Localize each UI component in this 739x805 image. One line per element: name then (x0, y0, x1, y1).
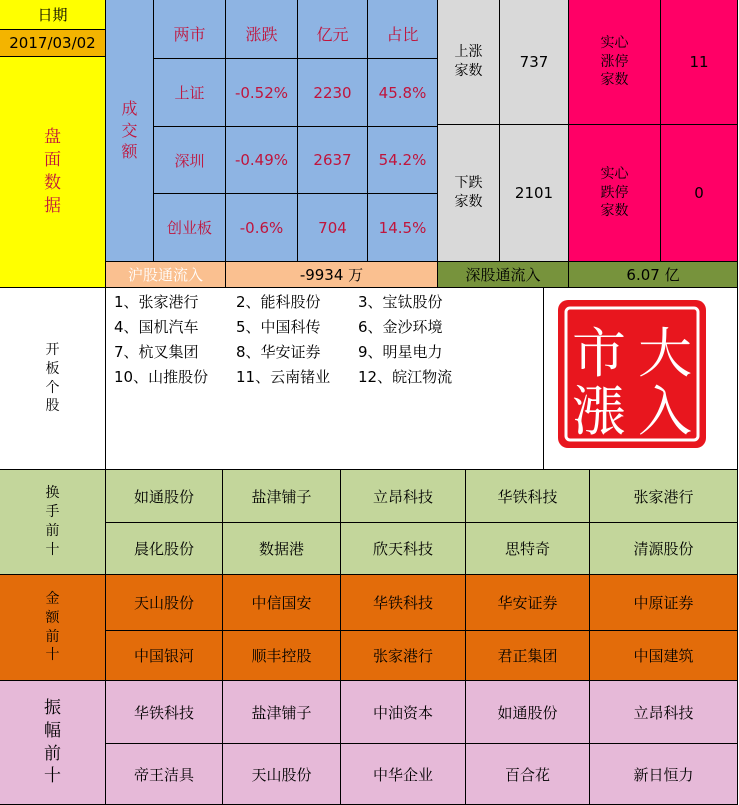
row-sz-market: 深圳 (154, 127, 226, 194)
stock-cell: 张家港行 (341, 631, 466, 681)
date-value: 2017/03/02 (0, 30, 106, 57)
stock-cell: 顺丰控股 (223, 631, 341, 681)
row-gem-amount: 704 (298, 194, 368, 262)
header-share: 占比 (368, 0, 438, 59)
seal-char: 大 (638, 322, 692, 385)
stock-cell: 中油资本 (341, 681, 466, 744)
list-item: 1、张家港行 (114, 293, 199, 311)
row-sz-share: 54.2% (368, 127, 438, 194)
amplitude-top10-label: 振 幅 前 十 (0, 681, 106, 805)
stock-cell: 中国银河 (106, 631, 223, 681)
list-row (114, 290, 544, 315)
stock-cell: 中原证券 (590, 575, 738, 631)
limit-up-label: 实心 涨停 家数 (569, 0, 661, 125)
amount-top10-label: 金 额 前 十 (0, 575, 106, 681)
list-item: 7、杭叉集团 (114, 343, 199, 361)
sh-connect-label: 沪股通流入 (106, 262, 226, 288)
list-item: 9、明星电力 (358, 343, 443, 361)
seal-char: 市 (572, 322, 626, 385)
list-item: 4、国机汽车 (114, 318, 199, 336)
stock-cell: 如通股份 (466, 681, 590, 744)
row-sh-market: 上证 (154, 59, 226, 127)
down-count: 2101 (500, 125, 569, 262)
down-count-label: 下跌 家数 (438, 125, 500, 262)
list-row (114, 365, 544, 390)
list-item: 12、皖江物流 (358, 368, 453, 386)
stock-cell: 帝王洁具 (106, 744, 223, 805)
up-count: 737 (500, 0, 569, 125)
row-sh-share: 45.8% (368, 59, 438, 127)
stock-cell: 百合花 (466, 744, 590, 805)
stock-cell: 新日恒力 (590, 744, 738, 805)
sz-connect-value: 6.07 亿 (569, 262, 738, 288)
stock-cell: 华铁科技 (106, 681, 223, 744)
open-board-label: 开 板 个 股 (0, 288, 106, 470)
stock-cell: 晨化股份 (106, 523, 223, 575)
row-gem-market: 创业板 (154, 194, 226, 262)
row-gem-share: 14.5% (368, 194, 438, 262)
list-item: 2、能科股份 (236, 293, 321, 311)
header-change: 涨跌 (226, 0, 298, 59)
list-item: 5、中国科传 (236, 318, 321, 336)
stock-cell: 华铁科技 (466, 470, 590, 523)
seal-char: 入 (638, 380, 692, 443)
limit-up-count: 11 (661, 0, 738, 125)
row-sh-change: -0.52% (226, 59, 298, 127)
header-amount: 亿元 (298, 0, 368, 59)
list-item: 3、宝钛股份 (358, 293, 443, 311)
stock-cell: 中信国安 (223, 575, 341, 631)
open-board-list (114, 290, 544, 390)
stock-cell: 天山股份 (106, 575, 223, 631)
date-label: 日期 (0, 0, 106, 30)
stock-cell: 中国建筑 (590, 631, 738, 681)
list-row (114, 340, 544, 365)
row-gem-change: -0.6% (226, 194, 298, 262)
turnover-label: 成 交 额 (106, 0, 154, 262)
sz-connect-label: 深股通流入 (438, 262, 569, 288)
list-item: 6、金沙环境 (358, 318, 443, 336)
list-item: 8、华安证券 (236, 343, 321, 361)
stock-cell: 华安证券 (466, 575, 590, 631)
row-sz-amount: 2637 (298, 127, 368, 194)
list-item: 10、山推股份 (114, 368, 209, 386)
seal-char: 漲 (572, 380, 626, 443)
turnover-top10-label: 换 手 前 十 (0, 470, 106, 575)
stock-cell: 思特奇 (466, 523, 590, 575)
stock-cell: 如通股份 (106, 470, 223, 523)
stock-cell: 天山股份 (223, 744, 341, 805)
row-sz-change: -0.49% (226, 127, 298, 194)
stock-cell: 数据港 (223, 523, 341, 575)
stock-cell: 立昂科技 (341, 470, 466, 523)
stock-cell: 盐津铺子 (223, 681, 341, 744)
stock-cell: 华铁科技 (341, 575, 466, 631)
sh-connect-value: -9934 万 (226, 262, 438, 288)
stock-cell: 张家港行 (590, 470, 738, 523)
stock-cell: 盐津铺子 (223, 470, 341, 523)
stock-cell: 欣天科技 (341, 523, 466, 575)
stock-cell: 立昂科技 (590, 681, 738, 744)
header-market: 两市 (154, 0, 226, 59)
stock-cell: 清源股份 (590, 523, 738, 575)
list-row (114, 315, 544, 340)
stock-cell: 君正集团 (466, 631, 590, 681)
limit-down-count: 0 (661, 125, 738, 262)
seal-logo (556, 298, 708, 450)
stock-cell: 中华企业 (341, 744, 466, 805)
section-title: 盘 面 数 据 (0, 57, 106, 288)
row-sh-amount: 2230 (298, 59, 368, 127)
up-count-label: 上涨 家数 (438, 0, 500, 125)
list-item: 11、云南锗业 (236, 368, 331, 386)
limit-down-label: 实心 跌停 家数 (569, 125, 661, 262)
